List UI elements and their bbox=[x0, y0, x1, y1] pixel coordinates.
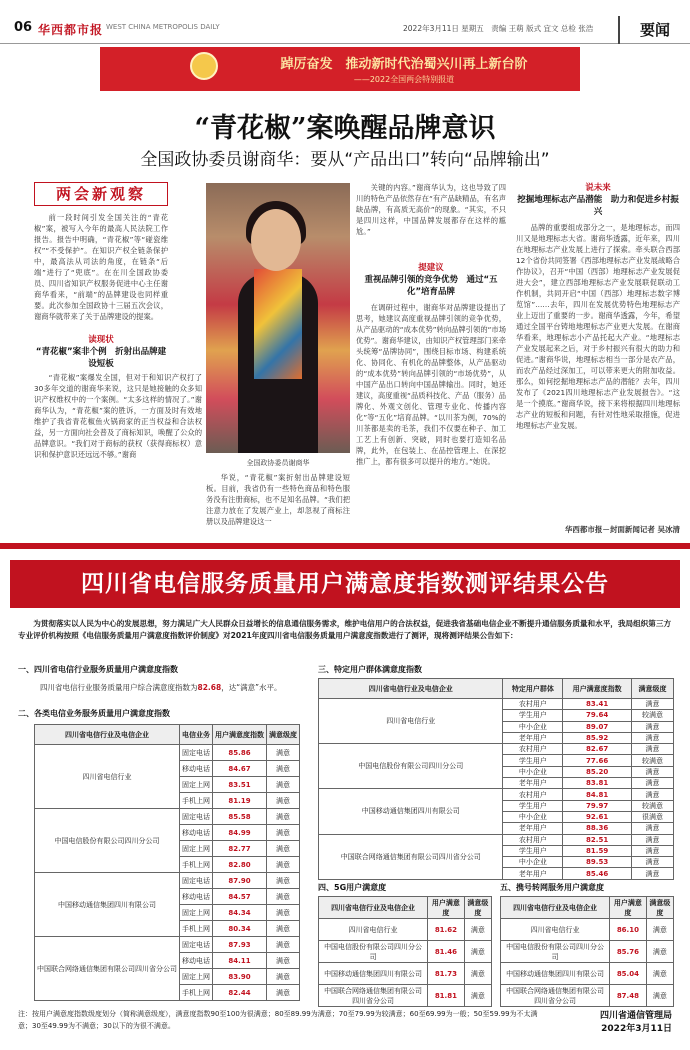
value-cell: 85.76 bbox=[610, 941, 647, 963]
level-cell: 满意 bbox=[631, 778, 673, 789]
level-cell: 较满意 bbox=[631, 800, 673, 811]
table-row bbox=[35, 873, 300, 889]
group-name-cell: 中国联合网络通信集团有限公司四川省分公司 bbox=[319, 834, 503, 879]
date-editors: 2022年3月11日 星期五 责编 王萌 版式 宜文 总检 张浩 bbox=[403, 24, 594, 33]
category-cell: 老年用户 bbox=[503, 868, 563, 879]
value-cell: 81.19 bbox=[213, 793, 267, 809]
table-header-cell: 满意级度 bbox=[267, 725, 300, 745]
value-cell: 92.61 bbox=[563, 811, 632, 822]
group-name-cell: 中国联合网络通信集团有限公司四川省分公司 bbox=[319, 985, 428, 1007]
cppcc-emblem-icon bbox=[190, 52, 218, 80]
category-cell: 中小企业 bbox=[503, 857, 563, 868]
column-tag: 两会新观察 bbox=[34, 182, 168, 206]
category-cell: 农村用户 bbox=[503, 789, 563, 800]
level-cell: 较满意 bbox=[631, 755, 673, 766]
s1-title: 一、四川省电信行业服务质量用户满意度指数 bbox=[18, 665, 178, 674]
level-cell: 满意 bbox=[267, 905, 300, 921]
table-row bbox=[319, 985, 492, 1007]
category-cell: 移动电话 bbox=[180, 761, 213, 777]
group-name-cell: 中国电信股份有限公司四川分公司 bbox=[35, 809, 180, 873]
banner-title: 踔厉奋发 推动新时代治蜀兴川再上新台阶 bbox=[280, 57, 528, 72]
value-cell: 86.10 bbox=[610, 919, 647, 941]
s3-title: 三、特定用户群体满意度指数 bbox=[318, 665, 422, 674]
article-title: “青花椒”案唤醒品牌意识 bbox=[194, 113, 496, 144]
table-business-satisfaction bbox=[34, 724, 300, 1001]
level-cell: 满意 bbox=[267, 825, 300, 841]
category-cell: 手机上网 bbox=[180, 793, 213, 809]
section-head-proposal: 提建议 重视品牌引领的竞争优势 通过“五化”培育品牌 bbox=[364, 263, 498, 297]
group-name-cell: 四川省电信行业 bbox=[35, 745, 180, 809]
level-cell: 满意 bbox=[267, 873, 300, 889]
group-name-cell: 中国移动通信集团四川有限公司 bbox=[501, 963, 610, 985]
byline: 华西都市报－封面新闻记者 吴冰清 bbox=[564, 525, 680, 534]
table-row bbox=[501, 919, 674, 941]
level-cell: 满意 bbox=[631, 766, 673, 777]
table-header-cell: 满意级度 bbox=[646, 897, 673, 919]
category-cell: 固定电话 bbox=[180, 745, 213, 761]
table-header-cell: 四川省电信行业及电信企业 bbox=[319, 897, 428, 919]
category-cell: 固定上网 bbox=[180, 777, 213, 793]
category-cell: 老年用户 bbox=[503, 732, 563, 743]
table-header-row bbox=[501, 897, 674, 919]
group-name-cell: 中国联合网络通信集团有限公司四川省分公司 bbox=[35, 937, 180, 1001]
s1-statement: 四川省电信行业服务质量用户综合满意度指数为82.68，达“满意”水平。 bbox=[40, 683, 282, 692]
level-cell: 较满意 bbox=[631, 710, 673, 721]
page-header bbox=[0, 0, 690, 44]
level-cell: 满意 bbox=[631, 857, 673, 868]
table-row bbox=[319, 744, 674, 755]
category-cell: 手机上网 bbox=[180, 921, 213, 937]
table-header-cell: 用户满意度指数 bbox=[563, 679, 632, 699]
value-cell: 81.46 bbox=[428, 941, 465, 963]
category-cell: 学生用户 bbox=[503, 755, 563, 766]
portrait-photo bbox=[206, 183, 350, 453]
table-header-cell: 用户满意度指数 bbox=[213, 725, 267, 745]
issuer-signature: 四川省通信管理局 2022年3月11日 bbox=[599, 1011, 672, 1034]
group-name-cell: 中国电信股份有限公司四川分公司 bbox=[319, 744, 503, 789]
section-text-future: 品牌的重要组成部分之一，是地理标志，而四川又是地理标志大省。谢商华透露，近年来，四川在地理标志产业发展上进行了探索。牵头联合西部12个省份共同签署《西部地理标志产业发展战略合作协议》，召开“中国（西部）地理标志产业发展促进大会”，建立西部地理标志产业发展联促联动工作机制，共同开启“中国（西部）地理标志数字博览馆”……去年，四川在发展优势特色地理标志产业上迈出了重要的一步。谢商华透露，今年，希望通过全国平台铸地地理标志产业更大发展。在谢商华看来，地理标志小产品托起大产业。“地理标志产业发展起来之后，对于乡村振兴有很大的助力和促进。”谢商华说，地理标志相当一部分是农产品，而农产品经过深加工，可以带来更大的附加收益。那么，如何挖掘地理标志产品的潜能？去年，四川发布了《2021四川地理标志产业发展报告》。“这是一个摸底。”谢商华说，接下来将根据四川地理标志产业的短板和问题，有针对性地采取措施，促进地理标志产业发展。 bbox=[516, 223, 680, 430]
column-3-top: 关键的内容。”谢商华认为，这也导致了四川的特色产品依然存在“有产品缺精品，有名声缺品牌，有高质无高价”的现象。“其实，不只是四川这样，中国品牌发展都存在这样的尴尬。” bbox=[356, 183, 506, 236]
banner-subtitle: ——2022全国两会特别报道 bbox=[353, 75, 455, 84]
two-sessions-banner bbox=[100, 47, 580, 91]
level-cell: 满意 bbox=[464, 919, 491, 941]
level-cell: 满意 bbox=[631, 834, 673, 845]
table-row bbox=[501, 985, 674, 1007]
level-cell: 满意 bbox=[631, 845, 673, 856]
category-cell: 老年用户 bbox=[503, 823, 563, 834]
table-header-cell: 用户满意度 bbox=[610, 897, 647, 919]
level-cell: 满意 bbox=[631, 744, 673, 755]
level-cell: 满意 bbox=[267, 985, 300, 1001]
section-text-proposal: 在调研过程中，谢商华对品牌建设提出了思考，她建议高度重视品牌引领的竞争优势，从产品驱动的“成本优势”转向品牌引领的“市场优势”。谢商华建议，由知识产权管理部门来牵头统筹“品牌协同”，围绕目标市场、构建系统化、协同化、有机化的品牌整体，从产品驱动的“成本优势”转向品牌引领的“市场优势”，从中国产品出口转向中国品牌输出。同时，她还建议，高度重视“品质科技化、产品（服务）品牌化、外观文创化、管理专业化、传播内容化”等“五化”培育品牌。“以川茶为例，70%的川茶都是卖的毛茶，我们不仅要在种子、加工工艺上有创新、突破，同时也要打造知名品牌，此外，在包装上、在品控管理上、在深挖推广上，都有很多可以提升的地方。”她说。 bbox=[356, 303, 506, 466]
value-cell: 83.41 bbox=[563, 699, 632, 710]
table-row bbox=[35, 937, 300, 953]
paper-logo-en: WEST CHINA METROPOLIS DAILY bbox=[106, 23, 220, 31]
table-header-cell: 用户满意度 bbox=[428, 897, 465, 919]
level-cell: 满意 bbox=[267, 777, 300, 793]
value-cell: 80.34 bbox=[213, 921, 267, 937]
table-user-groups bbox=[318, 678, 674, 880]
category-cell: 老年用户 bbox=[503, 778, 563, 789]
value-cell: 85.04 bbox=[610, 963, 647, 985]
level-cell: 满意 bbox=[267, 937, 300, 953]
level-cell: 满意 bbox=[267, 953, 300, 969]
category-cell: 固定电话 bbox=[180, 873, 213, 889]
level-cell: 满意 bbox=[267, 857, 300, 873]
lead-paragraph: 前一段时间引发全国关注的“青花椒”案，被写入今年的最高人民法院工作报告。报告中明确，“青花椒”等“碰瓷维权”“不受保护”。在知识产权全链条保护中，最高法从司法的角度，在链条“后端”进行了“兜底”。在在川全国政协委员、四川省知识产权服务促进中心主任谢商华看来，“前端”的品牌建设也同样重要。此次参加全国政协十三届五次会议，谢商华就带来了关于品牌建设的提案。 bbox=[34, 213, 168, 321]
category-cell: 农村用户 bbox=[503, 744, 563, 755]
s4-title: 四、5G用户满意度 bbox=[318, 883, 387, 892]
level-cell: 满意 bbox=[646, 941, 673, 963]
table-row bbox=[35, 809, 300, 825]
table-row bbox=[319, 941, 492, 963]
value-cell: 88.36 bbox=[563, 823, 632, 834]
group-name-cell: 中国移动通信集团四川有限公司 bbox=[35, 873, 180, 937]
announcement-title: 四川省电信服务质量用户满意度指数测评结果公告 bbox=[10, 560, 680, 608]
table-row bbox=[319, 834, 674, 845]
value-cell: 85.46 bbox=[563, 868, 632, 879]
value-cell: 83.51 bbox=[213, 777, 267, 793]
level-cell: 满意 bbox=[267, 793, 300, 809]
table-number-portability bbox=[500, 896, 674, 1007]
value-cell: 79.97 bbox=[563, 800, 632, 811]
level-cell: 满意 bbox=[646, 963, 673, 985]
photo-scarf bbox=[254, 269, 302, 379]
value-cell: 84.99 bbox=[213, 825, 267, 841]
category-cell: 中小企业 bbox=[503, 811, 563, 822]
group-name-cell: 中国联合网络通信集团有限公司四川省分公司 bbox=[501, 985, 610, 1007]
level-cell: 满意 bbox=[267, 745, 300, 761]
level-cell: 满意 bbox=[631, 732, 673, 743]
table-header-cell: 四川省电信行业及电信企业 bbox=[35, 725, 180, 745]
level-cell: 满意 bbox=[631, 868, 673, 879]
table-header-cell: 四川省电信行业及电信企业 bbox=[501, 897, 610, 919]
value-cell: 83.90 bbox=[213, 969, 267, 985]
group-name-cell: 中国移动通信集团四川有限公司 bbox=[319, 789, 503, 834]
section-head-status: 读现状 “青花椒”案非个例 折射出品牌建设短板 bbox=[35, 335, 167, 369]
table-header-cell: 电信业务 bbox=[180, 725, 213, 745]
grading-note: 注：按用户满意度指数级度划分（简称满意级度），满意度指数90至100为很满意；80至89.99为满意；70至79.99为较满意；60至69.99为一般；50至59.99为不太满意；30至49.99为不满意；30以下的为很不满意。 bbox=[18, 1010, 538, 1030]
table-header-cell: 特定用户群体 bbox=[503, 679, 563, 699]
table-row bbox=[319, 699, 674, 710]
group-name-cell: 中国电信股份有限公司四川分公司 bbox=[319, 941, 428, 963]
level-cell: 满意 bbox=[646, 985, 673, 1007]
table-header-cell: 四川省电信行业及电信企业 bbox=[319, 679, 503, 699]
photo-caption: 全国政协委员谢商华 bbox=[246, 459, 310, 467]
category-cell: 固定上网 bbox=[180, 969, 213, 985]
section-head-future: 说未来 挖掘地理标志产品潜能 助力和促进乡村振兴 bbox=[517, 183, 679, 217]
value-cell: 84.81 bbox=[563, 789, 632, 800]
level-cell: 满意 bbox=[646, 919, 673, 941]
table-header-row bbox=[319, 897, 492, 919]
value-cell: 81.73 bbox=[428, 963, 465, 985]
section-text-status: “青花椒”案爆发全国，但对于和知识产权打了30多年交道的谢商华来说，这只是她接触的众多知识产权维权中的一个案例。“太多这样的情况了。”谢商华认为，“青花椒”案的胜诉，一方面及时有效地维护了我省青花椒鱼火锅商家的正当权益和合法权益，另一方面向社会普及了商标知识，唤醒了公众的品牌意识。“我们对于商标的获权（获得商标权）意识和保护意识还远远不够。”谢商 bbox=[34, 373, 202, 459]
value-cell: 84.67 bbox=[213, 761, 267, 777]
category-cell: 手机上网 bbox=[180, 857, 213, 873]
value-cell: 77.66 bbox=[563, 755, 632, 766]
level-cell: 满意 bbox=[267, 921, 300, 937]
table-row bbox=[319, 789, 674, 800]
group-name-cell: 中国移动通信集团四川有限公司 bbox=[319, 963, 428, 985]
category-cell: 移动电话 bbox=[180, 889, 213, 905]
category-cell: 移动电话 bbox=[180, 953, 213, 969]
level-cell: 满意 bbox=[464, 963, 491, 985]
table-5g-satisfaction bbox=[318, 896, 492, 1007]
table-header-cell: 满意级度 bbox=[631, 679, 673, 699]
category-cell: 学生用户 bbox=[503, 710, 563, 721]
table-header-row bbox=[319, 679, 674, 699]
group-name-cell: 中国电信股份有限公司四川分公司 bbox=[501, 941, 610, 963]
table-row bbox=[319, 919, 492, 941]
level-cell: 很满意 bbox=[631, 811, 673, 822]
category-cell: 学生用户 bbox=[503, 800, 563, 811]
group-name-cell: 四川省电信行业 bbox=[501, 919, 610, 941]
table-row bbox=[501, 963, 674, 985]
value-cell: 83.81 bbox=[563, 778, 632, 789]
level-cell: 满意 bbox=[631, 721, 673, 732]
value-cell: 87.90 bbox=[213, 873, 267, 889]
value-cell: 82.80 bbox=[213, 857, 267, 873]
value-cell: 84.34 bbox=[213, 905, 267, 921]
article-subtitle: 全国政协委员谢商华：要从“产品出口”转向“品牌输出” bbox=[140, 150, 550, 170]
value-cell: 81.59 bbox=[563, 845, 632, 856]
level-cell: 满意 bbox=[631, 823, 673, 834]
table-row bbox=[501, 941, 674, 963]
category-cell: 固定电话 bbox=[180, 937, 213, 953]
level-cell: 满意 bbox=[631, 789, 673, 800]
category-cell: 手机上网 bbox=[180, 985, 213, 1001]
value-cell: 85.58 bbox=[213, 809, 267, 825]
value-cell: 87.48 bbox=[610, 985, 647, 1007]
table-row bbox=[35, 745, 300, 761]
value-cell: 82.77 bbox=[213, 841, 267, 857]
level-cell: 满意 bbox=[267, 969, 300, 985]
level-cell: 满意 bbox=[267, 889, 300, 905]
value-cell: 85.20 bbox=[563, 766, 632, 777]
level-cell: 满意 bbox=[631, 699, 673, 710]
category-cell: 学生用户 bbox=[503, 845, 563, 856]
value-cell: 89.53 bbox=[563, 857, 632, 868]
section-label: 要闻 bbox=[618, 16, 690, 44]
column-2-continued: 华说，“青花椒”案折射出品牌建设短板。目前，我省仍有一些特色商品和特色服务没有注册商标，也不足知名品牌。“我们把注意力放在了发展产业上，却忽视了商标注册以及品牌建设这一 bbox=[206, 473, 350, 526]
level-cell: 满意 bbox=[464, 985, 491, 1007]
category-cell: 中小企业 bbox=[503, 766, 563, 777]
category-cell: 固定电话 bbox=[180, 809, 213, 825]
level-cell: 满意 bbox=[267, 809, 300, 825]
table-header-row bbox=[35, 725, 300, 745]
group-name-cell: 四川省电信行业 bbox=[319, 699, 503, 744]
level-cell: 满意 bbox=[267, 761, 300, 777]
category-cell: 移动电话 bbox=[180, 825, 213, 841]
value-cell: 89.07 bbox=[563, 721, 632, 732]
photo-face bbox=[251, 209, 301, 271]
table-header-cell: 满意级度 bbox=[464, 897, 491, 919]
value-cell: 85.92 bbox=[563, 732, 632, 743]
group-name-cell: 四川省电信行业 bbox=[319, 919, 428, 941]
value-cell: 87.93 bbox=[213, 937, 267, 953]
value-cell: 84.57 bbox=[213, 889, 267, 905]
section-divider bbox=[0, 543, 690, 549]
category-cell: 农村用户 bbox=[503, 834, 563, 845]
value-cell: 82.67 bbox=[563, 744, 632, 755]
s5-title: 五、携号转网服务用户满意度 bbox=[500, 883, 604, 892]
value-cell: 79.64 bbox=[563, 710, 632, 721]
value-cell: 82.44 bbox=[213, 985, 267, 1001]
paper-logo: 华西都市报 bbox=[38, 23, 104, 37]
s2-title: 二、各类电信业务服务质量用户满意度指数 bbox=[18, 709, 170, 718]
table-row bbox=[319, 963, 492, 985]
value-cell: 81.81 bbox=[428, 985, 465, 1007]
category-cell: 中小企业 bbox=[503, 721, 563, 732]
value-cell: 82.51 bbox=[563, 834, 632, 845]
value-cell: 85.86 bbox=[213, 745, 267, 761]
category-cell: 固定上网 bbox=[180, 905, 213, 921]
page-number: 06 bbox=[14, 20, 33, 35]
announcement-intro: 为贯彻落实以人民为中心的发展思想，努力满足广大人民群众日益增长的信息通信服务需求，维护电信用户的合法权益，促进我省基础电信企业不断提升通信服务质量和水平，我局组织第三方专业评价机构按照《电信服务质量用户满意度指数评价制度》对2021年度四川省电信服务质量用户满意度指数进行了测评，现将测评结果公告如下： bbox=[18, 619, 672, 640]
level-cell: 满意 bbox=[267, 841, 300, 857]
value-cell: 81.62 bbox=[428, 919, 465, 941]
value-cell: 84.11 bbox=[213, 953, 267, 969]
level-cell: 满意 bbox=[464, 941, 491, 963]
category-cell: 固定上网 bbox=[180, 841, 213, 857]
category-cell: 农村用户 bbox=[503, 699, 563, 710]
